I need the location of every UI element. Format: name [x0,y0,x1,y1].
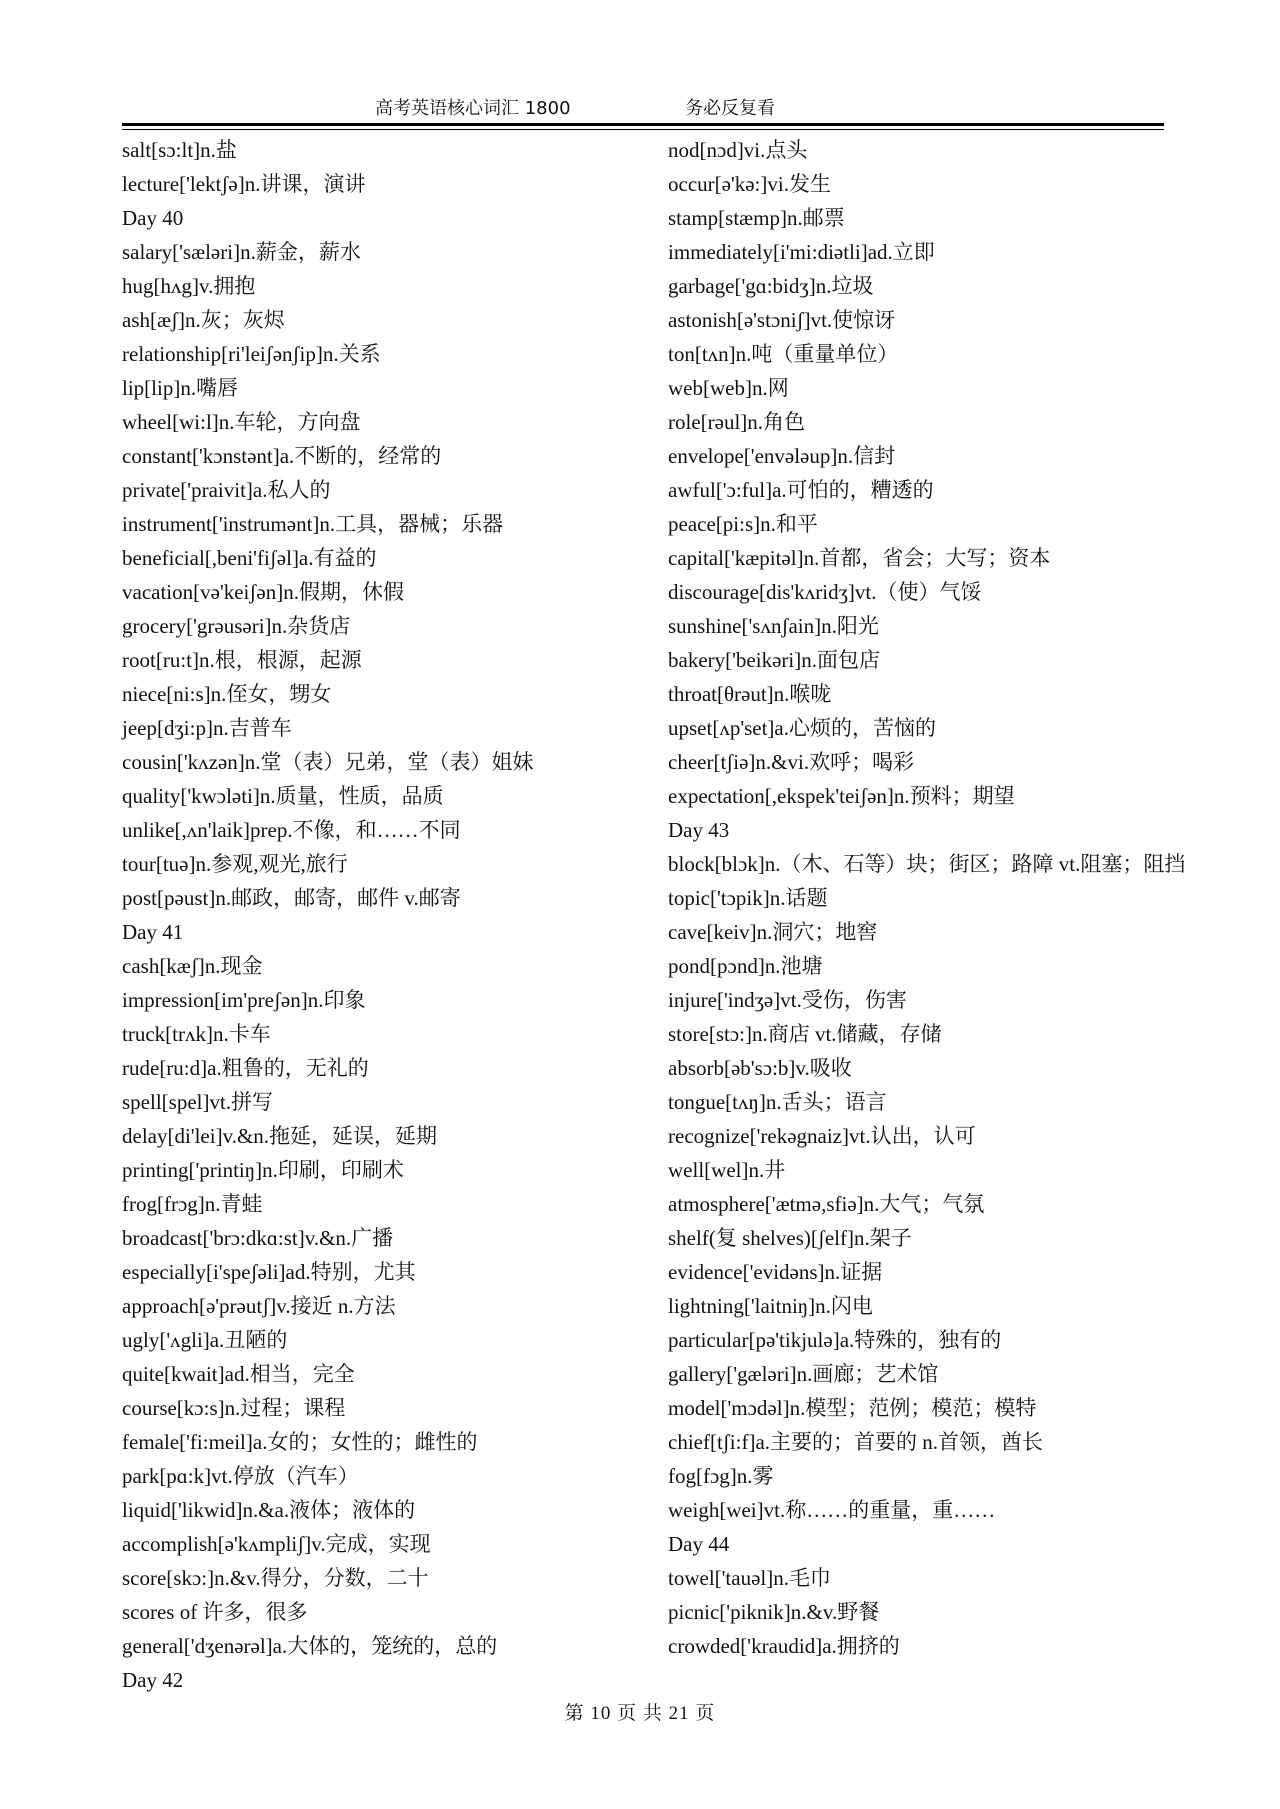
vocab-entry: accomplish[ə'kʌmpliʃ]v.完成，实现 [122,1532,431,1556]
vocab-entry: immediately[i'mi:diətli]ad.立即 [668,240,935,264]
vocab-entry: approach[ə'prəutʃ]v.接近 n.方法 [122,1294,396,1318]
day-heading: Day 44 [668,1532,730,1556]
vocab-entry: cave[keiv]n.洞穴；地窖 [668,920,878,944]
vocab-entry: evidence['evidəns]n.证据 [668,1260,883,1284]
vocab-entry: store[stɔ:]n.商店 vt.储藏，存储 [668,1022,942,1046]
vocab-entry: truck[trʌk]n.卡车 [122,1022,271,1046]
vocab-entry: absorb[əb'sɔ:b]v.吸收 [668,1056,852,1080]
vocab-entry: frog[frɔg]n.青蛙 [122,1192,263,1216]
vocab-entry: vacation[və'keiʃən]n.假期，休假 [122,580,404,604]
vocab-entry: rude[ru:d]a.粗鲁的，无礼的 [122,1056,369,1080]
page-footer: 第 10 页 共 21 页 [564,1703,716,1724]
vocab-entry: cousin['kʌzən]n.堂（表）兄弟，堂（表）姐妹 [122,750,534,774]
vocab-entry: female['fi:meil]a.女的；女性的；雌性的 [122,1430,478,1454]
vocab-entry: recognize['rekəgnaiz]vt.认出，认可 [668,1124,976,1148]
vocab-entry: liquid['likwid]n.&a.液体；液体的 [122,1498,416,1522]
vocab-entry: delay[di'lei]v.&n.拖延，延误，延期 [122,1124,438,1148]
vocab-entry: astonish[ə'stɔniʃ]vt.使惊讶 [668,308,896,332]
vocab-entry: salary['sæləri]n.薪金，薪水 [122,240,361,264]
vocab-entry: shelf(复 shelves)[ʃelf]n.架子 [668,1226,912,1250]
vocab-entry: cheer[tʃiə]n.&vi.欢呼；喝彩 [668,750,915,774]
page-header [0,94,1280,120]
vocab-entry: picnic['piknik]n.&v.野餐 [668,1600,880,1624]
vocab-entry: general['dʒenərəl]a.大体的，笼统的，总的 [122,1634,498,1658]
vocab-entry: nod[nɔd]vi.点头 [668,138,808,162]
vocab-entry: chief[tʃi:f]a.主要的；首要的 n.首领，酋长 [668,1430,1044,1454]
vocab-entry: atmosphere['ætmə,sfiə]n.大气；气氛 [668,1192,985,1216]
vocab-entry: hug[hʌg]v.拥抱 [122,274,256,298]
vocab-entry: gallery['gæləri]n.画廊；艺术馆 [668,1362,939,1386]
day-heading: Day 41 [122,920,184,944]
vocab-entry: web[web]n.网 [668,376,789,400]
right-column [668,133,1186,1663]
day-heading: Day 43 [668,818,730,842]
vocab-entry: fog[fɔg]n.雾 [668,1464,774,1488]
vocab-entry: crowded['kraudid]a.拥挤的 [668,1634,900,1658]
vocab-entry: throat[θrəut]n.喉咙 [668,682,832,706]
vocab-entry: relationship[ri'leiʃənʃip]n.关系 [122,342,381,366]
vocab-entry: scores of 许多，很多 [122,1600,308,1624]
day-heading: Day 42 [122,1668,184,1692]
vocab-entry: block[blɔk]n.（木、石等）块；街区；路障 vt.阻塞；阻挡 [668,852,1186,876]
vocab-entry: envelope['envələup]n.信封 [668,444,896,468]
vocab-entry: salt[sɔ:lt]n.盐 [122,138,237,162]
vocab-entry: especially[i'speʃəli]ad.特别，尤其 [122,1260,416,1284]
vocab-entry: post[pəust]n.邮政，邮寄，邮件 v.邮寄 [122,886,461,910]
vocab-entry: well[wel]n.井 [668,1158,786,1182]
vocab-entry: course[kɔ:s]n.过程；课程 [122,1396,346,1420]
vocab-entry: topic['tɔpik]n.话题 [668,886,828,910]
vocab-entry: capital['kæpitəl]n.首都，省会；大写；资本 [668,546,1051,570]
vocab-entry: bakery['beikəri]n.面包店 [668,648,880,672]
vocab-entry: ash[æʃ]n.灰；灰烬 [122,308,285,332]
vocab-entry: cash[kæʃ]n.现金 [122,954,263,978]
vocab-entry: sunshine['sʌnʃain]n.阳光 [668,614,879,638]
header-title: 高考英语核心词汇 1800 [375,98,571,119]
vocab-entry: tongue[tʌŋ]n.舌头；语言 [668,1090,887,1114]
vocab-entry: tour[tuə]n.参观,观光,旅行 [122,852,348,876]
vocab-entry: expectation[,ekspek'teiʃən]n.预料；期望 [668,784,1015,808]
vocab-entry: score[skɔ:]n.&v.得分，分数，二十 [122,1566,429,1590]
vocab-entry: root[ru:t]n.根，根源，起源 [122,648,362,672]
vocab-entry: occur[ə'kə:]vi.发生 [668,172,831,196]
day-heading: Day 40 [122,206,184,230]
vocab-entry: weigh[wei]vt.称……的重量，重…… [668,1498,996,1522]
vocab-entry: ton[tʌn]n.吨（重量单位） [668,342,899,366]
vocab-entry: constant['kɔnstənt]a.不断的，经常的 [122,444,442,468]
vocab-entry: instrument['instrumənt]n.工具，器械；乐器 [122,512,504,536]
vocab-entry: towel['tauəl]n.毛巾 [668,1566,831,1590]
vocab-entry: lecture['lektʃə]n.讲课，演讲 [122,172,366,196]
vocab-entry: broadcast['brɔ:dkɑ:st]v.&n.广播 [122,1226,394,1250]
vocab-entry: park[pɑ:k]vt.停放（汽车） [122,1464,359,1488]
vocab-entry: injure['indʒə]vt.受伤，伤害 [668,988,907,1012]
vocab-entry: upset[ʌp'set]a.心烦的，苦恼的 [668,716,936,740]
left-column [122,133,642,1697]
vocab-entry: pond[pɔnd]n.池塘 [668,954,823,978]
vocab-entry: quite[kwait]ad.相当，完全 [122,1362,355,1386]
vocab-entry: garbage['gɑ:bidʒ]n.垃圾 [668,274,874,298]
vocab-entry: stamp[stæmp]n.邮票 [668,206,845,230]
vocab-entry: ugly['ʌgli]a.丑陋的 [122,1328,288,1352]
vocab-entry: discourage[dis'kʌridʒ]vt.（使）气馁 [668,580,982,604]
vocab-entry: wheel[wi:l]n.车轮，方向盘 [122,410,361,434]
header-rule-thin [122,129,1164,130]
vocab-entry: grocery['grəusəri]n.杂货店 [122,614,351,638]
vocab-entry: lightning['laitniŋ]n.闪电 [668,1294,873,1318]
vocab-entry: role[rəul]n.角色 [668,410,806,434]
vocab-entry: beneficial[,beni'fiʃəl]a.有益的 [122,546,377,570]
vocab-entry: printing['printiŋ]n.印刷，印刷术 [122,1158,404,1182]
vocab-entry: particular[pə'tikjulə]a.特殊的，独有的 [668,1328,1002,1352]
vocab-entry: peace[pi:s]n.和平 [668,512,818,536]
vocab-entry: niece[ni:s]n.侄女，甥女 [122,682,332,706]
vocab-entry: unlike[,ʌn'laik]prep.不像，和……不同 [122,818,461,842]
vocab-entry: jeep[dʒi:p]n.吉普车 [122,716,292,740]
header-rule-thick [122,123,1164,126]
vocab-entry: quality['kwɔləti]n.质量，性质，品质 [122,784,444,808]
vocab-entry: awful['ɔ:ful]a.可怕的，糟透的 [668,478,934,502]
vocab-entry: model['mɔdəl]n.模型；范例；模范；模特 [668,1396,1037,1420]
vocab-entry: spell[spel]vt.拼写 [122,1090,274,1114]
vocab-entry: impression[im'preʃən]n.印象 [122,988,366,1012]
vocab-entry: lip[lip]n.嘴唇 [122,376,239,400]
header-motto: 务必反复看 [685,98,775,119]
vocab-entry: private['praivit]a.私人的 [122,478,331,502]
